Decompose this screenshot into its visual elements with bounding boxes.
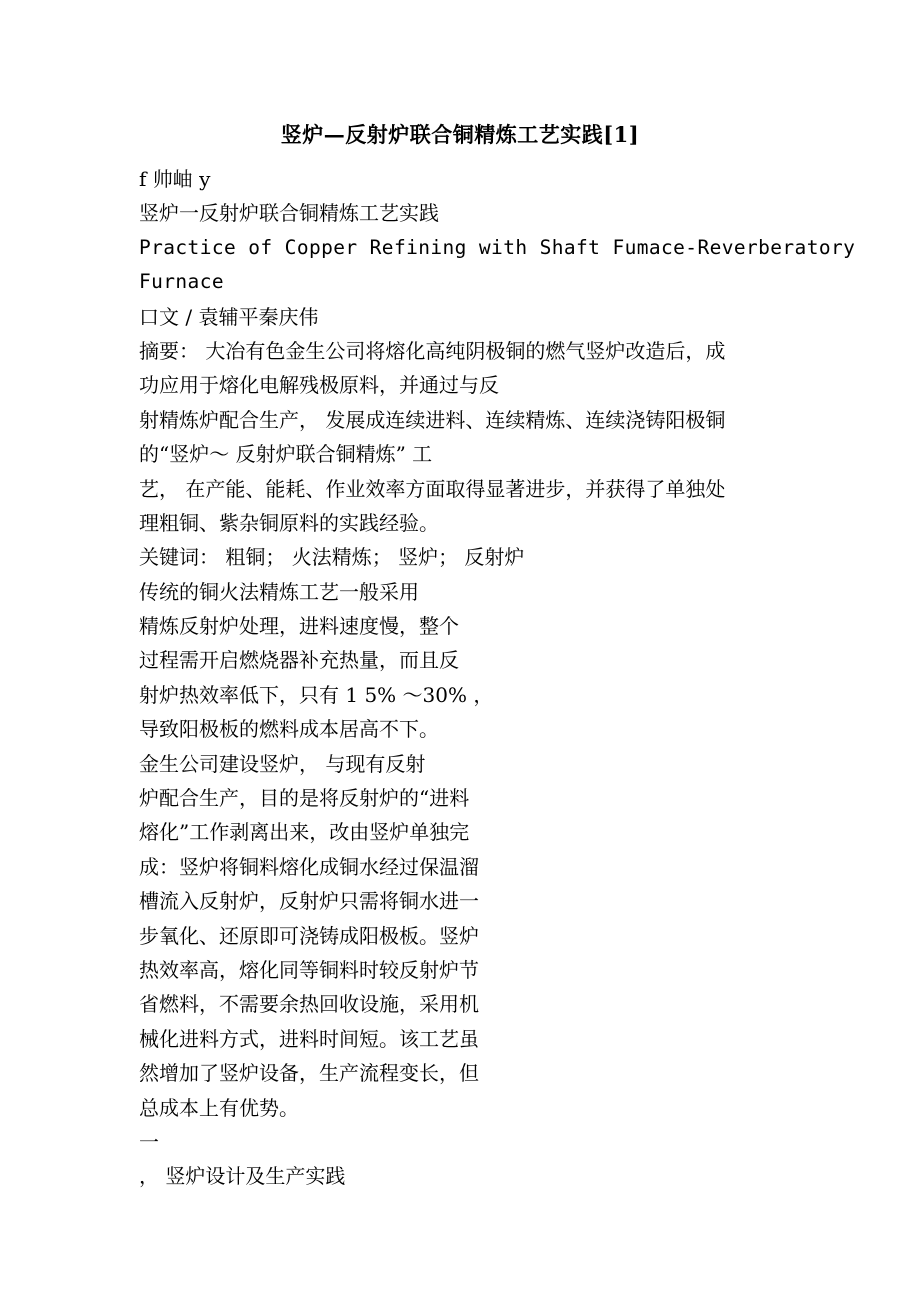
paragraph-line: 过程需开启燃烧器补充热量，而且反 xyxy=(139,648,459,673)
chinese-subtitle: 竖炉一反射炉联合铜精炼工艺实践 xyxy=(139,201,439,226)
abstract-line: 射精炼炉配合生产， 发展成连续进料、连续精炼、连续浇铸阳极铜 xyxy=(139,407,726,432)
paragraph-line: 成：竖炉将铜料熔化成铜水经过保温溜 xyxy=(139,854,479,879)
paragraph-line: 导致阳极板的燃料成本居高不下。 xyxy=(139,717,439,742)
paragraph-line: 槽流入反射炉，反射炉只需将铜水进一 xyxy=(139,889,479,914)
paragraph-line: 热效率高，熔化同等铜料时较反射炉节 xyxy=(139,957,479,982)
paragraph-line: 步氧化、还原即可浇铸成阳极板。竖炉 xyxy=(139,923,479,948)
paragraph-line: 传统的铜火法精炼工艺一般采用 xyxy=(139,579,419,604)
abstract-line: 的“竖炉～ 反射炉联合铜精炼” 工 xyxy=(139,442,433,467)
document-title: 竖炉—反射炉联合铜精炼工艺实践[1] xyxy=(280,122,640,147)
author-fragment: f 帅岫 y xyxy=(139,167,211,191)
section-number: 一 xyxy=(139,1129,159,1154)
paragraph-line: 射炉热效率低下，只有 1 5% ～30% ， xyxy=(139,682,494,707)
paragraph-line: 熔化”工作剥离出来，改由竖炉单独完 xyxy=(139,820,470,845)
abstract-line: 摘要： 大冶有色金生公司将熔化高纯阴极铜的燃气竖炉改造后，成 xyxy=(139,338,726,363)
english-title-line-2: Furnace xyxy=(139,270,224,294)
document-body xyxy=(139,162,856,1194)
abstract-line: 艺， 在产能、能耗、作业效率方面取得显著进步，并获得了单独处 xyxy=(139,476,726,501)
paragraph-line: 省燃料，不需要余热回收设施，采用机 xyxy=(139,992,479,1017)
english-title-line-1: Practice of Copper Refining with Shaft Fumace-Reverberatory xyxy=(139,235,856,259)
keywords: 关键词： 粗铜； 火法精炼； 竖炉； 反射炉 xyxy=(139,545,525,570)
authors: 口文 / 袁辅平秦庆伟 xyxy=(139,304,319,329)
paragraph-line: 械化进料方式，进料时间短。该工艺虽 xyxy=(139,1026,479,1051)
paragraph-line: 精炼反射炉处理，进料速度慢，整个 xyxy=(139,614,459,639)
paragraph-line: 金生公司建设竖炉， 与现有反射 xyxy=(139,751,426,776)
paragraph-line: 然增加了竖炉设备，生产流程变长，但 xyxy=(139,1061,479,1086)
abstract-line: 功应用于熔化电解残极原料，并通过与反 xyxy=(139,373,499,398)
paragraph-line: 总成本上有优势。 xyxy=(139,1095,299,1120)
section-heading: ， 竖炉设计及生产实践 xyxy=(139,1164,346,1189)
paragraph-line: 炉配合生产，目的是将反射炉的“进料 xyxy=(139,786,470,811)
abstract-line: 理粗铜、紫杂铜原料的实践经验。 xyxy=(139,510,439,535)
